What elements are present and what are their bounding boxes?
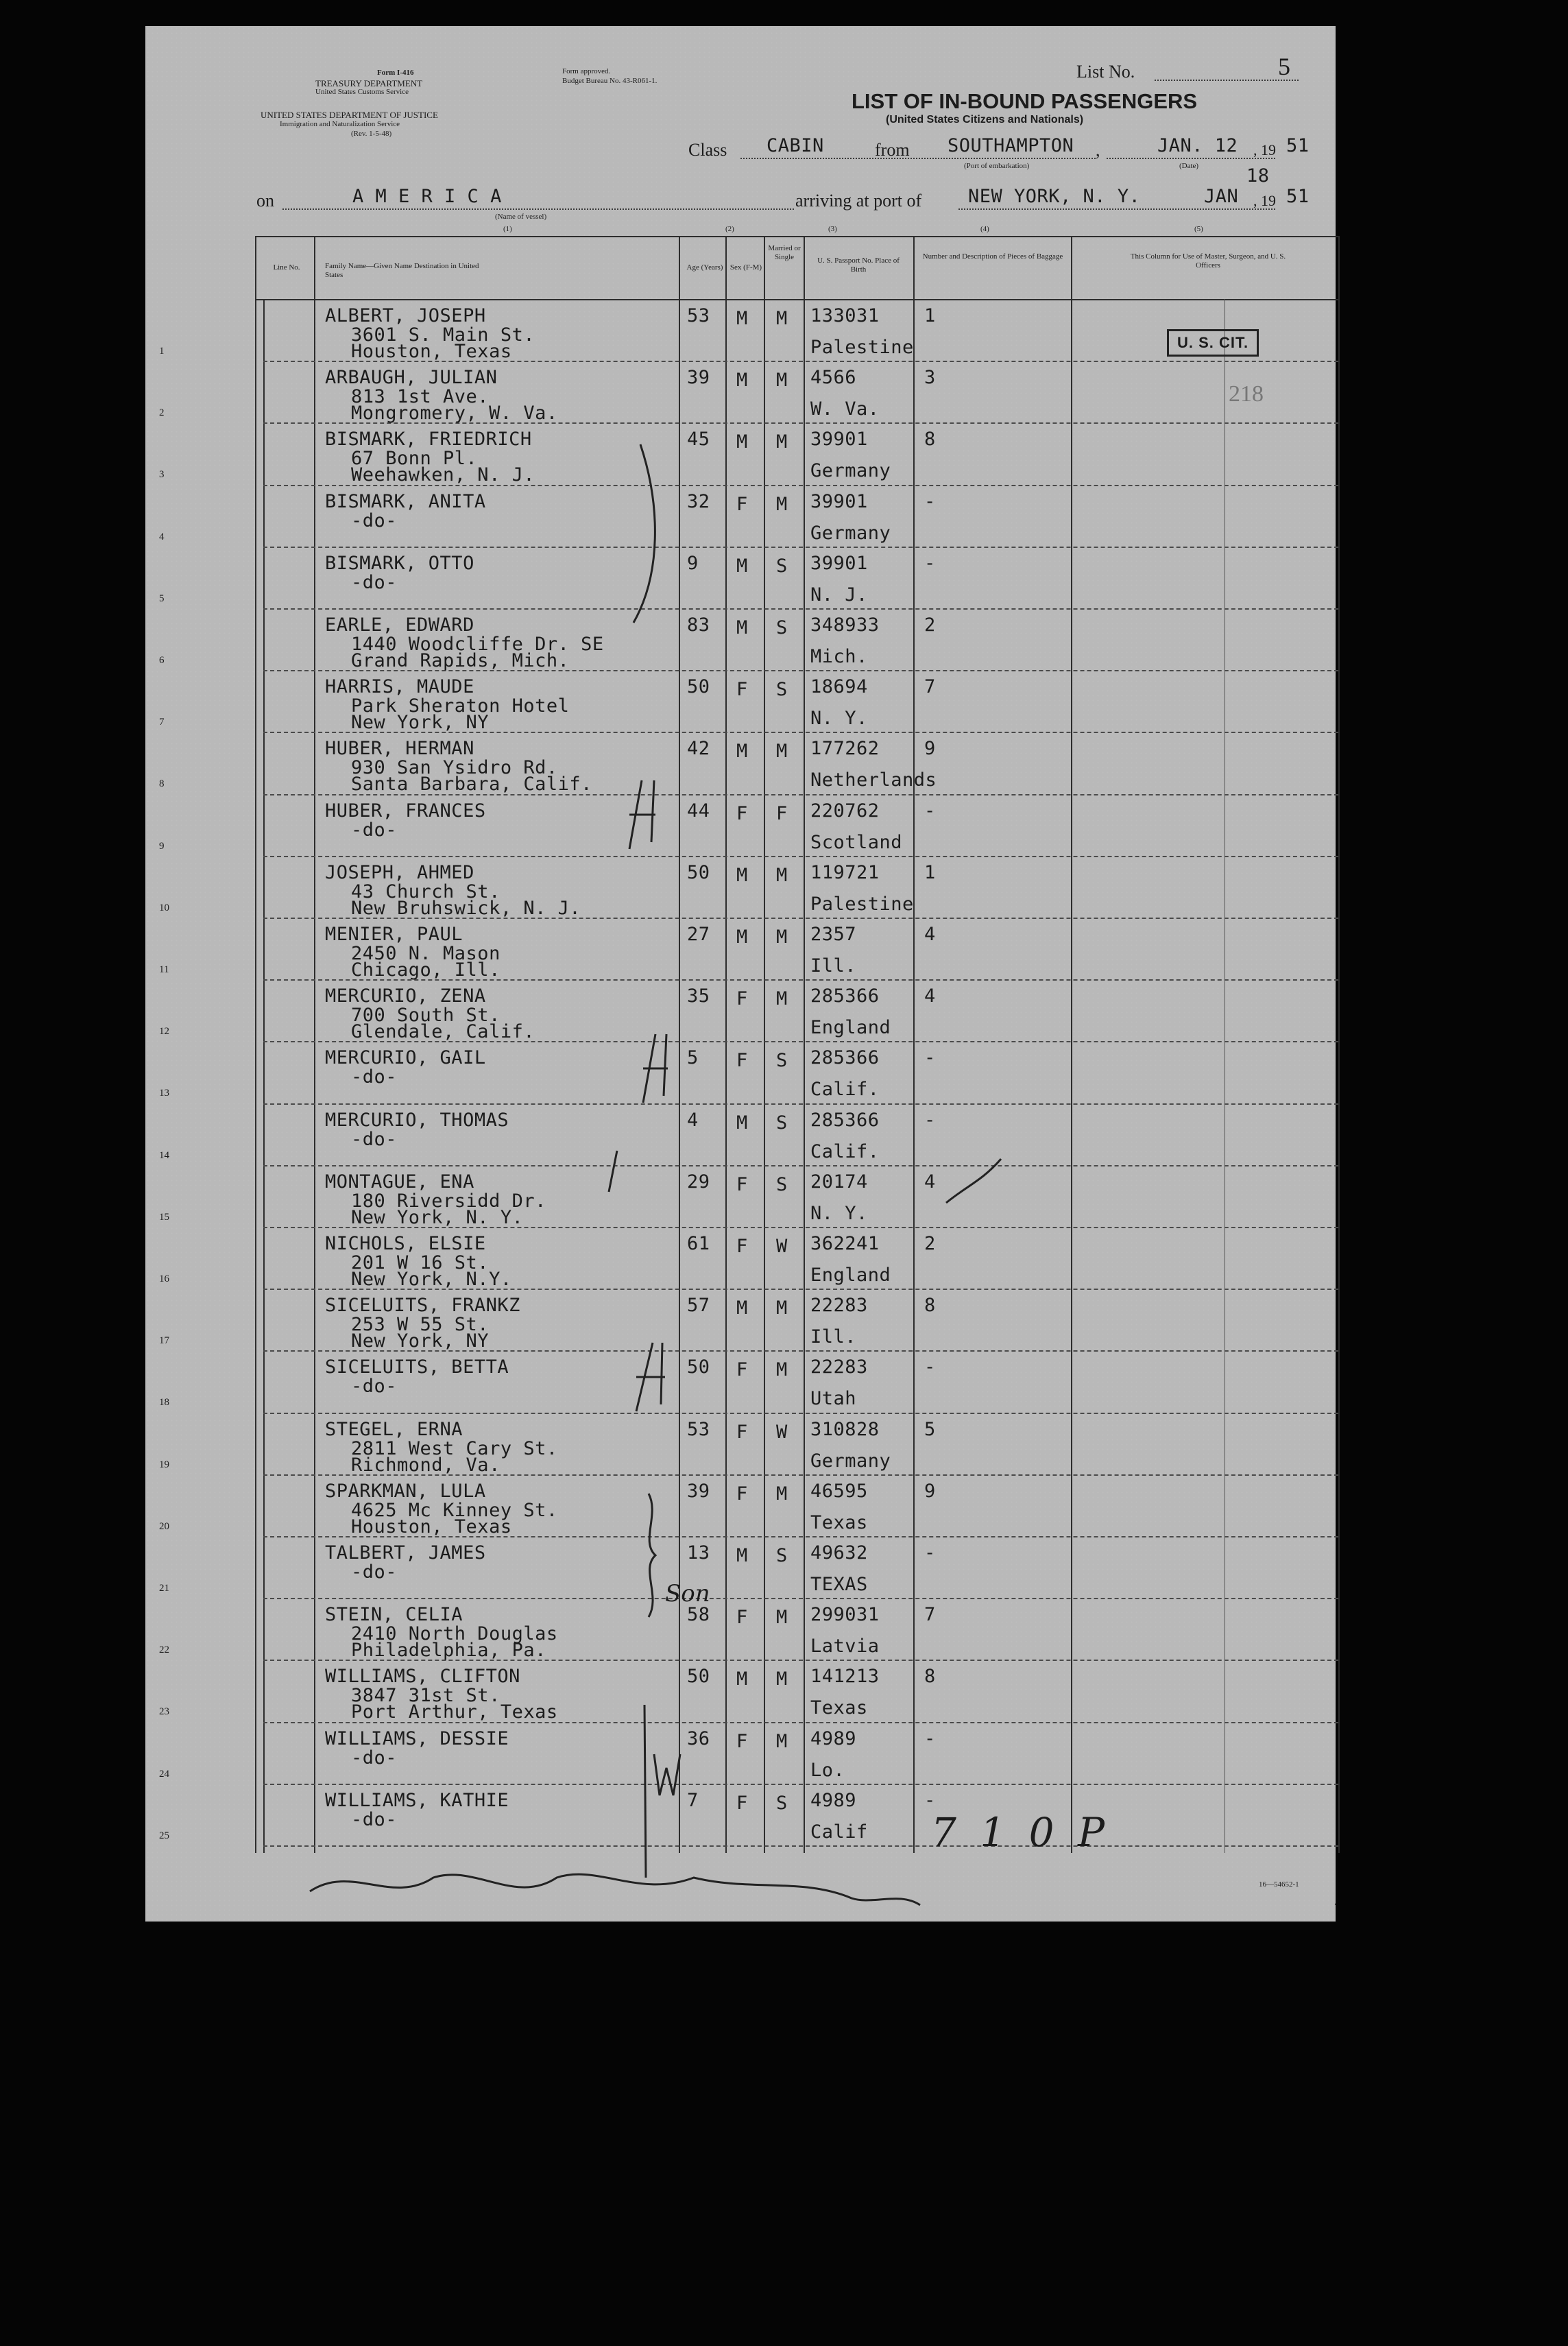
form-dept: Immigration and Naturalization Service xyxy=(280,120,400,128)
passport-number: 46595 xyxy=(810,1480,868,1502)
place-of-birth: Calif. xyxy=(810,1140,880,1162)
line-number: 13 xyxy=(159,1088,169,1099)
passenger-name: ARBAUGH, JULIAN xyxy=(325,367,498,389)
baggage-count: 1 xyxy=(924,861,936,883)
passenger-sex: F xyxy=(736,1050,748,1072)
passenger-sex: M xyxy=(736,1297,748,1319)
place-of-birth: Texas xyxy=(810,1697,868,1719)
passenger-address: 67 Bonn Pl. xyxy=(351,448,478,470)
line-number: 12 xyxy=(159,1026,169,1038)
place-of-birth: Latvia xyxy=(810,1636,880,1657)
passenger-marital: M xyxy=(776,431,788,453)
baggage-count: 8 xyxy=(924,1295,936,1317)
passport-number: 285366 xyxy=(810,985,880,1007)
passport-number: 220762 xyxy=(810,800,880,822)
passenger-name: MENIER, PAUL xyxy=(325,924,463,945)
passenger-address: -do- xyxy=(351,819,398,841)
line-number: 7 xyxy=(159,717,165,728)
passenger-address: Weehawken, N. J. xyxy=(351,464,535,486)
passenger-address: Port Arthur, Texas xyxy=(351,1701,558,1723)
passport-number: 18694 xyxy=(810,676,868,698)
col-header-married: Married or Single xyxy=(768,244,801,261)
column-number: (2) xyxy=(725,225,734,233)
baggage-count: - xyxy=(924,552,936,574)
passenger-age: 35 xyxy=(687,985,710,1007)
place-of-birth: England xyxy=(810,1265,891,1286)
place-of-birth: Calif xyxy=(810,1821,868,1843)
date-year-prefix: 19 xyxy=(1261,141,1276,158)
footer-code: 16—54652-1 xyxy=(1259,1880,1299,1889)
baggage-count: - xyxy=(924,1727,936,1749)
column-number: (4) xyxy=(980,225,989,233)
passenger-age: 53 xyxy=(687,305,710,326)
passenger-sex: F xyxy=(736,802,748,824)
passport-number: 49632 xyxy=(810,1542,868,1564)
form-revision: (Rev. 1-5-48) xyxy=(351,130,392,138)
passenger-name: HUBER, HERMAN xyxy=(325,738,474,760)
passenger-name: MERCURIO, ZENA xyxy=(325,985,486,1007)
form-dept: UNITED STATES DEPARTMENT OF JUSTICE xyxy=(261,110,438,120)
passport-number: 39901 xyxy=(810,552,868,574)
passenger-address: 930 San Ysidro Rd. xyxy=(351,757,558,779)
passenger-name: NICHOLS, ELSIE xyxy=(325,1233,486,1254)
form-dept: United States Customs Service xyxy=(315,88,409,96)
col-header-baggage: Number and Description of Pieces of Baggage xyxy=(922,252,1063,261)
passenger-marital: F xyxy=(776,802,788,824)
passenger-name: MONTAGUE, ENA xyxy=(325,1171,474,1193)
passenger-marital: M xyxy=(776,926,788,948)
passenger-name: TALBERT, JAMES xyxy=(325,1542,486,1564)
passenger-sex: M xyxy=(736,1545,748,1566)
date-value: JAN. 12 xyxy=(1157,135,1238,156)
passenger-marital: S xyxy=(776,1050,788,1072)
passenger-address: Richmond, Va. xyxy=(351,1454,500,1476)
passenger-address: New York, N. Y. xyxy=(351,1206,524,1228)
passenger-name: STEGEL, ERNA xyxy=(325,1418,463,1440)
form-number: Form I-416 xyxy=(377,69,414,77)
arrival-month: JAN xyxy=(1204,186,1239,207)
baggage-count: 8 xyxy=(924,429,936,451)
passenger-age: 42 xyxy=(687,738,710,760)
passenger-sex: F xyxy=(736,1607,748,1629)
passenger-address: Mongromery, W. Va. xyxy=(351,403,558,424)
baggage-count: 4 xyxy=(924,985,936,1007)
passenger-name: WILLIAMS, DESSIE xyxy=(325,1727,509,1749)
passenger-age: 53 xyxy=(687,1418,710,1440)
baggage-count: 7 xyxy=(924,676,936,698)
line-number: 24 xyxy=(159,1768,169,1780)
passenger-marital: W xyxy=(776,1236,788,1257)
passenger-age: 36 xyxy=(687,1727,710,1749)
baggage-count: 4 xyxy=(924,924,936,945)
passport-number: 4989 xyxy=(810,1789,857,1811)
passenger-address: 180 Riversidd Dr. xyxy=(351,1190,546,1212)
place-of-birth: TEXAS xyxy=(810,1574,868,1595)
place-of-birth: Lo. xyxy=(810,1759,845,1781)
passenger-sex: F xyxy=(736,1359,748,1381)
passenger-marital: M xyxy=(776,493,788,515)
passenger-address: 201 W 16 St. xyxy=(351,1252,490,1273)
passenger-marital: M xyxy=(776,1359,788,1381)
passenger-marital: S xyxy=(776,679,788,701)
passenger-age: 61 xyxy=(687,1233,710,1254)
passenger-name: EARLE, EDWARD xyxy=(325,614,474,636)
passenger-age: 45 xyxy=(687,429,710,451)
line-number: 23 xyxy=(159,1706,169,1718)
passenger-age: 50 xyxy=(687,676,710,698)
passport-number: 119721 xyxy=(810,861,880,883)
passenger-address: -do- xyxy=(351,1128,398,1150)
passenger-name: WILLIAMS, KATHIE xyxy=(325,1789,509,1811)
line-number: 2 xyxy=(159,407,165,419)
passenger-marital: M xyxy=(776,1297,788,1319)
passenger-address: Grand Rapids, Mich. xyxy=(351,650,570,671)
passenger-name: BISMARK, FRIEDRICH xyxy=(325,429,532,451)
passenger-sex: F xyxy=(736,1236,748,1257)
place-of-birth: Texas xyxy=(810,1511,868,1533)
line-number: 16 xyxy=(159,1273,169,1284)
passenger-name: HARRIS, MAUDE xyxy=(325,676,474,698)
passenger-sex: F xyxy=(736,1730,748,1752)
budget-bureau: Budget Bureau No. 43-R061-1. xyxy=(562,77,658,85)
passenger-sex: F xyxy=(736,988,748,1010)
line-number: 6 xyxy=(159,655,165,666)
passenger-marital: S xyxy=(776,555,788,577)
passport-number: 20174 xyxy=(810,1171,868,1193)
passenger-sex: F xyxy=(736,1173,748,1195)
line-number: 17 xyxy=(159,1335,169,1347)
passenger-age: 9 xyxy=(687,552,699,574)
passenger-sex: F xyxy=(736,1792,748,1814)
place-of-birth: Ill. xyxy=(810,955,857,977)
passenger-address: Houston, Texas xyxy=(351,1516,512,1537)
passenger-address: -do- xyxy=(351,571,398,593)
passenger-name: BISMARK, OTTO xyxy=(325,552,474,574)
from-value: SOUTHAMPTON xyxy=(948,135,1074,156)
passenger-address: 2450 N. Mason xyxy=(351,943,500,964)
passenger-address: New Bruhswick, N. J. xyxy=(351,897,581,919)
passenger-address: Houston, Texas xyxy=(351,341,512,362)
passenger-sex: F xyxy=(736,1483,748,1505)
place-of-birth: N. Y. xyxy=(810,708,868,730)
line-number: 11 xyxy=(159,964,169,975)
vessel-name: A M E R I C A xyxy=(352,186,502,207)
place-of-birth: Germany xyxy=(810,460,891,482)
baggage-count: 9 xyxy=(924,738,936,760)
passenger-age: 39 xyxy=(687,367,710,389)
passenger-address: -do- xyxy=(351,1066,398,1088)
passenger-age: 50 xyxy=(687,1356,710,1378)
col-header-officers: This Column for Use of Master, Surgeon, and U. S. Officers xyxy=(1130,252,1286,270)
list-no-label: List No. xyxy=(1076,62,1135,82)
passenger-marital: W xyxy=(776,1421,788,1443)
passenger-marital: M xyxy=(776,308,788,329)
col-header-sex: Sex (F-M) xyxy=(729,263,762,272)
passenger-name: HUBER, FRANCES xyxy=(325,800,486,822)
baggage-count: 3 xyxy=(924,367,936,389)
passenger-age: 13 xyxy=(687,1542,710,1564)
passenger-address: 43 Church St. xyxy=(351,881,500,902)
passport-number: 39901 xyxy=(810,429,868,451)
line-number: 1 xyxy=(159,346,165,357)
passenger-sex: M xyxy=(736,308,748,329)
passenger-marital: S xyxy=(776,617,788,638)
passenger-marital: M xyxy=(776,741,788,763)
passenger-marital: S xyxy=(776,1112,788,1134)
passenger-sex: F xyxy=(736,1421,748,1443)
baggage-count: - xyxy=(924,490,936,512)
line-number: 4 xyxy=(159,531,165,542)
passenger-marital: M xyxy=(776,1607,788,1629)
passport-number: 285366 xyxy=(810,1109,880,1131)
passenger-address: 700 South St. xyxy=(351,1005,500,1027)
passenger-name: BISMARK, ANITA xyxy=(325,490,486,512)
passenger-sex: M xyxy=(736,555,748,577)
baggage-count: 4 xyxy=(924,1171,936,1193)
passenger-address: Glendale, Calif. xyxy=(351,1021,535,1043)
passenger-address: -do- xyxy=(351,1747,398,1769)
place-of-birth: Calif. xyxy=(810,1079,880,1101)
line-number: 22 xyxy=(159,1644,169,1656)
passenger-sex: M xyxy=(736,1112,748,1134)
pencil-marks xyxy=(145,26,1336,1922)
form-dept: TREASURY DEPARTMENT xyxy=(315,78,423,88)
line-number: 9 xyxy=(159,840,165,852)
baggage-count: 2 xyxy=(924,614,936,636)
line-number: 10 xyxy=(159,902,169,913)
baggage-count: - xyxy=(924,1542,936,1564)
place-of-birth: N. J. xyxy=(810,584,868,606)
column-number: (5) xyxy=(1194,225,1203,233)
line-number: 5 xyxy=(159,593,165,604)
passenger-address: 2410 North Douglas xyxy=(351,1623,558,1645)
passport-number: 22283 xyxy=(810,1295,868,1317)
line-number: 19 xyxy=(159,1459,169,1470)
place-of-birth: Utah xyxy=(810,1388,857,1410)
page-title: LIST OF IN-BOUND PASSENGERS xyxy=(852,89,1198,113)
passport-number: 39901 xyxy=(810,490,868,512)
passenger-sex: M xyxy=(736,1668,748,1690)
baggage-count: - xyxy=(924,1356,936,1378)
class-value: CABIN xyxy=(767,135,824,156)
handwritten-son: Son xyxy=(665,1580,710,1607)
place-of-birth: W. Va. xyxy=(810,398,880,420)
passenger-address: 3601 S. Main St. xyxy=(351,324,535,346)
arrival-day: 18 xyxy=(1246,165,1270,187)
passenger-address: -do- xyxy=(351,1376,398,1398)
passenger-marital: S xyxy=(776,1173,788,1195)
passenger-marital: M xyxy=(776,1483,788,1505)
passenger-marital: M xyxy=(776,864,788,886)
passenger-marital: S xyxy=(776,1545,788,1566)
passenger-name: ALBERT, JOSEPH xyxy=(325,305,486,326)
passport-number: 133031 xyxy=(810,305,880,326)
baggage-count: 8 xyxy=(924,1666,936,1688)
place-of-birth: N. Y. xyxy=(810,1202,868,1224)
passenger-address: Philadelphia, Pa. xyxy=(351,1640,546,1662)
baggage-count: 7 xyxy=(924,1604,936,1626)
handwritten-footer-note: 7 1 0 P xyxy=(931,1809,1111,1856)
passenger-sex: M xyxy=(736,864,748,886)
place-of-birth: Mich. xyxy=(810,646,868,667)
passenger-sex: M xyxy=(736,926,748,948)
place-of-birth: England xyxy=(810,1017,891,1039)
passenger-age: 29 xyxy=(687,1171,710,1193)
date-year: 51 xyxy=(1286,135,1310,156)
passport-number: 362241 xyxy=(810,1233,880,1254)
passenger-age: 58 xyxy=(687,1604,710,1626)
stamp-number: 218 xyxy=(1229,381,1264,407)
passenger-address: Park Sheraton Hotel xyxy=(351,695,570,717)
passenger-name: SPARKMAN, LULA xyxy=(325,1480,486,1502)
line-number: 18 xyxy=(159,1397,169,1409)
passenger-name: WILLIAMS, CLIFTON xyxy=(325,1666,520,1688)
passenger-sex: F xyxy=(736,493,748,515)
passenger-age: 39 xyxy=(687,1480,710,1502)
vessel-caption: (Name of vessel) xyxy=(495,213,547,221)
passport-number: 177262 xyxy=(810,738,880,760)
place-of-birth: Scotland xyxy=(810,831,903,853)
baggage-count: 5 xyxy=(924,1418,936,1440)
class-label: Class xyxy=(688,140,727,160)
col-header-line: Line No. xyxy=(273,263,300,272)
col-header-name: Family Name—Given Name Destination in United States xyxy=(325,262,479,279)
place-of-birth: Germany xyxy=(810,1450,891,1472)
passenger-age: 5 xyxy=(687,1047,699,1069)
passenger-marital: M xyxy=(776,1668,788,1690)
passport-number: 310828 xyxy=(810,1418,880,1440)
passenger-name: SICELUITS, BETTA xyxy=(325,1356,509,1378)
baggage-count: 2 xyxy=(924,1233,936,1254)
col-header-age: Age (Years) xyxy=(686,263,723,272)
passenger-age: 50 xyxy=(687,1666,710,1688)
on-label: on xyxy=(256,191,274,211)
passenger-age: 83 xyxy=(687,614,710,636)
place-of-birth: Netherlands xyxy=(810,769,937,791)
passenger-age: 32 xyxy=(687,490,710,512)
passenger-sex: M xyxy=(736,370,748,392)
passport-number: 22283 xyxy=(810,1356,868,1378)
page-subtitle: (United States Citizens and Nationals) xyxy=(886,114,1084,125)
passenger-age: 4 xyxy=(687,1109,699,1131)
form-approved: Form approved. xyxy=(562,67,611,75)
passenger-marital: M xyxy=(776,1730,788,1752)
baggage-count: - xyxy=(924,800,936,822)
passenger-address: New York, NY xyxy=(351,712,490,734)
passport-number: 285366 xyxy=(810,1047,880,1069)
baggage-count: - xyxy=(924,1789,936,1811)
column-number: (1) xyxy=(503,225,512,233)
arrival-year-prefix: 19 xyxy=(1261,192,1276,209)
arrival-port: NEW YORK, N. Y. xyxy=(968,186,1141,207)
list-no-value: 5 xyxy=(1278,53,1290,80)
passport-number: 4989 xyxy=(810,1727,857,1749)
passenger-name: MERCURIO, GAIL xyxy=(325,1047,486,1069)
passenger-age: 44 xyxy=(687,800,710,822)
passport-number: 2357 xyxy=(810,924,857,945)
passenger-address: 1440 Woodcliffe Dr. SE xyxy=(351,634,604,655)
place-of-birth: Ill. xyxy=(810,1326,857,1348)
passenger-address: 2811 West Cary St. xyxy=(351,1437,558,1459)
passenger-age: 7 xyxy=(687,1789,699,1811)
col-header-passport: U. S. Passport No. Place of Birth xyxy=(817,256,900,274)
passport-number: 4566 xyxy=(810,367,857,389)
passenger-address: New York, N.Y. xyxy=(351,1269,512,1290)
line-number: 14 xyxy=(159,1149,169,1161)
passenger-address: Santa Barbara, Calif. xyxy=(351,774,592,795)
line-number: 3 xyxy=(159,469,165,481)
passenger-manifest-sheet: Form I-416 TREASURY DEPARTMENT United States Customs Service UNITED STATES DEPARTMENT OF JUSTICE Immigration and Naturalization Service (Rev. 1-5-48) Form approved. Budget Bureau No. 43-R061-1. List No. 5 LIST OF IN-BOUND PASSENGERS (United States Citizens and Nationals) Class CABIN from SOUTHAMPTON (Port of embarkation) , JAN. 12 , 19 51 (Date) on A M E R I C A (Name of vessel) (1) arriving at port of NEW YORK, N. Y. JAN 18 , 19 51 (2) (3) (4) (5) Line No. Family Name—Given Name Destination in United States Age (Years) Sex (F-M) Married or Single U. S. Passport No. Place of Birth Number and Description of Pieces of Baggage This Column for Use of Master, Surgeon, and U. S. Officers 1 ALBERT, JOSEPH 3601 S. Main St. Houston, Texas 53 M M 133031 Palestine 1 2 ARBAUGH, JULIAN 813 1st Ave. Mongromery, W. Va. 39 M M 4566 W. Va. 3 3 BISMARK, FRIEDRICH 67 Bonn Pl. Weehawken, N. J. 45 M M 39901 Germany 8 4 BISMARK, ANITA -do- 32 F M 39901 Germany - 5 BISMARK, OTTO -do- 9 M S 39901 N. J. - 6 EARLE, EDWARD 1440 Woodcliffe Dr. SE Grand Rapids, Mich. 83 M S 348933 Mich. 2 7 HARRIS, MAUDE Park Sheraton Hotel New York, NY 50 F S 18694 N. Y. 7 8 HUBER, HERMAN 930 San Ysidro Rd. Santa Barbara, Calif. 42 M M 177262 Netherlands 9 9 HUBER, FRANCES -do- 44 F F 220762 Scotland - 10 JOSEPH, AHMED 43 Church St. New Bruhswick, N. J. 50 M M 119721 Palestine 1 11 MENIER, PAUL 2450 N. Mason Chicago, Ill. 27 M M 2357 Ill. 4 12 MERCURIO, ZENA 700 South St. Glendale, Calif. 35 F M 285366 England 4 13 MERCURIO, GAIL -do- 5 F S 285366 Calif. - 14 MERCURIO, THOMAS -do- 4 M S 285366 Calif. - 15 MONTAGUE, ENA 180 Riversidd Dr. New York, N. Y. 29 F S 20174 N. Y. 4 16 NICHOLS, ELSIE 201 W 16 St. New York, N.Y. 61 F W 362241 England 2 17 SICELUITS, FRANKZ 253 W 55 St. New York, NY 57 M M 22283 Ill. 8 18 SICELUITS, BETTA -do- 50 F M 22283 Utah - 19 STEGEL, ERNA 2811 West Cary St. Richmond, Va. 53 F W 310828 Germany 5 20 SPARKMAN, LULA 4625 Mc Kinney St. Houston, Texas 39 F M 46595 Texas 9 21 TALBERT, JAMES -do- 13 M S 49632 TEXAS - 22 STEIN, CELIA 2410 North Douglas Philadelphia, Pa. 58 F M 299031 Latvia 7 23 WILLIAMS, CLIFTON 3847 31st St. Port Arthur, Texas 50 M M 141213 Texas 8 24 WILLIAMS, DESSIE -do- 36 F M 4989 Lo. - 25 WILLIAMS, KATHIE -do- 7 F S 4989 Calif - U. S. CIT. 218 Son 7 1 0 P 16—54652-1 xyxy=(145,26,1336,1922)
passenger-address: 4625 Mc Kinney St. xyxy=(351,1499,558,1521)
passenger-address: Chicago, Ill. xyxy=(351,959,500,981)
place-of-birth: Palestine xyxy=(810,337,914,358)
line-number: 15 xyxy=(159,1211,169,1223)
place-of-birth: Germany xyxy=(810,522,891,544)
line-number: 20 xyxy=(159,1520,169,1532)
passenger-age: 57 xyxy=(687,1295,710,1317)
passenger-address: -do- xyxy=(351,1561,398,1583)
us-citizen-stamp: U. S. CIT. xyxy=(1167,329,1259,357)
baggage-count: - xyxy=(924,1109,936,1131)
passenger-marital: M xyxy=(776,370,788,392)
passenger-sex: M xyxy=(736,617,748,638)
line-number: 25 xyxy=(159,1830,169,1841)
passport-number: 348933 xyxy=(810,614,880,636)
passenger-address: 253 W 55 St. xyxy=(351,1314,490,1336)
line-number: 8 xyxy=(159,778,165,790)
passenger-age: 27 xyxy=(687,924,710,945)
baggage-count: - xyxy=(924,1047,936,1069)
passenger-address: -do- xyxy=(351,510,398,531)
baggage-count: 1 xyxy=(924,305,936,326)
passenger-name: STEIN, CELIA xyxy=(325,1604,463,1626)
passenger-name: SICELUITS, FRANKZ xyxy=(325,1295,520,1317)
passenger-name: MERCURIO, THOMAS xyxy=(325,1109,509,1131)
passenger-address: New York, NY xyxy=(351,1330,490,1352)
passenger-address: 3847 31st St. xyxy=(351,1685,500,1707)
passenger-sex: F xyxy=(736,679,748,701)
arrival-year: 51 xyxy=(1286,186,1310,207)
passenger-age: 50 xyxy=(687,861,710,883)
date-caption: (Date) xyxy=(1179,162,1199,170)
passenger-name: JOSEPH, AHMED xyxy=(325,861,474,883)
passenger-address: 813 1st Ave. xyxy=(351,386,490,408)
passenger-address: -do- xyxy=(351,1808,398,1830)
baggage-count: 9 xyxy=(924,1480,936,1502)
passenger-marital: S xyxy=(776,1792,788,1814)
passenger-sex: M xyxy=(736,741,748,763)
port-caption: (Port of embarkation) xyxy=(964,162,1030,170)
arriving-label: arriving at port of xyxy=(795,191,922,211)
passport-number: 141213 xyxy=(810,1666,880,1688)
passenger-marital: M xyxy=(776,988,788,1010)
passenger-sex: M xyxy=(736,431,748,453)
column-number: (3) xyxy=(828,225,837,233)
line-number: 21 xyxy=(159,1583,169,1594)
from-label: from xyxy=(875,140,910,160)
place-of-birth: Palestine xyxy=(810,893,914,915)
passport-number: 299031 xyxy=(810,1604,880,1626)
